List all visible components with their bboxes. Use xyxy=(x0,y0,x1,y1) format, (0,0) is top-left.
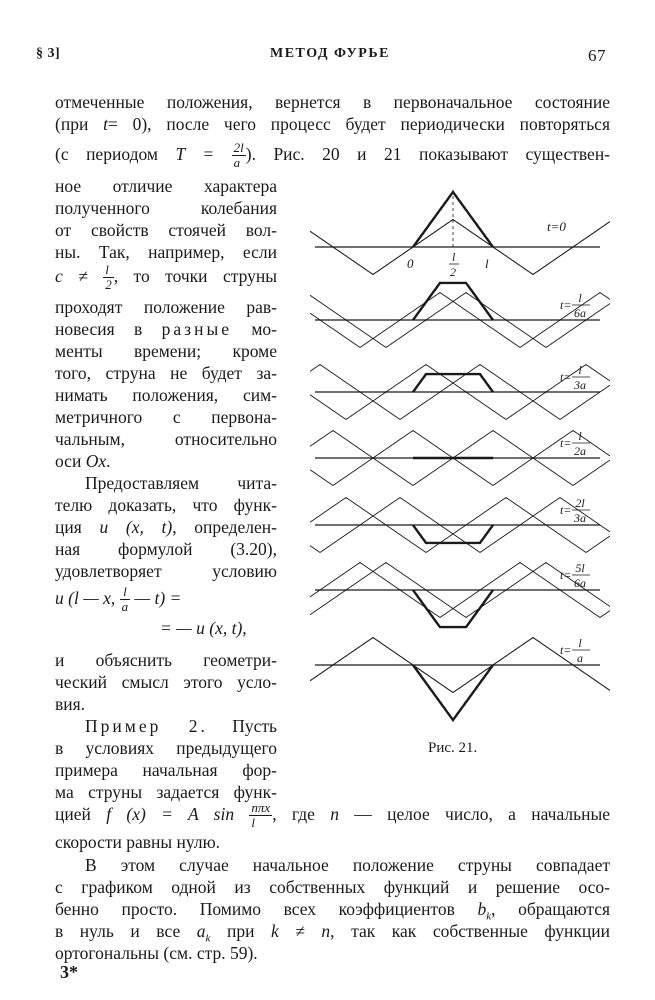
text-line: чальным, относительно xyxy=(55,429,277,449)
text-line: полученного колебания xyxy=(55,198,277,218)
text-line: бенно просто. Помимо всех коэффициентов $b_k$, обращаются xyxy=(55,899,611,923)
text-line: Предоставляем чита- xyxy=(85,473,277,493)
figure-caption: Рис. 21. xyxy=(428,740,478,756)
text-line: новесия в разные мо- xyxy=(55,319,277,339)
time-label-num: l xyxy=(578,363,582,377)
text-line: ма струны задается функ- xyxy=(55,782,277,802)
period-fraction: $\frac{2l}{a}$ xyxy=(233,140,244,171)
time-label-num: l xyxy=(578,636,582,650)
section-number: § 3] xyxy=(36,46,61,61)
time-label-num: l xyxy=(578,291,582,305)
time-label-den: 6a xyxy=(574,576,586,590)
text-line: скорости равны нулю. xyxy=(55,832,221,852)
text-line: ция u (x, t), определен- xyxy=(55,517,277,537)
page-number: 67 xyxy=(588,46,606,65)
running-title: МЕТОД ФУРЬЕ xyxy=(270,46,390,61)
time-label-den: 3a xyxy=(574,378,586,392)
text-line: примера начальная фор- xyxy=(55,760,277,780)
time-label-prefix: t= xyxy=(560,643,572,657)
string-oscillation-figure xyxy=(310,185,610,735)
time-label: t=0 xyxy=(547,219,566,234)
text-line: c ≠ $\frac{l}{2}$ , то точки струны xyxy=(55,262,277,293)
time-label-prefix: t= xyxy=(560,298,572,312)
axis-labels xyxy=(407,250,489,279)
time-label-prefix: t= xyxy=(560,503,572,517)
figure-panel xyxy=(310,283,610,348)
equation-fraction: $\frac{l}{a}$ xyxy=(121,584,129,615)
text-line: Пример 2. Пусть xyxy=(85,716,277,736)
text-line: и объяснить геометри- xyxy=(55,650,277,670)
time-label-prefix: t= xyxy=(560,370,572,384)
time-label-num: 2l xyxy=(575,496,585,510)
axis-label-l: l xyxy=(485,256,489,271)
text-line: удовлетворяет условию xyxy=(55,561,277,581)
text-line: цией f (x) = A sin $\frac{\text{nπx}}{l}$ , где n — целое число, а начальные xyxy=(55,800,611,831)
time-label-den: 3a xyxy=(574,511,586,525)
text-line: (при t= 0), после чего процесс будет периодически повторяться xyxy=(55,114,610,134)
figure-panels xyxy=(310,190,610,720)
time-label-prefix: t= xyxy=(560,436,572,450)
text-line: того, струна не будет за- xyxy=(55,363,277,383)
text-line: менты времени; кроме xyxy=(55,341,277,361)
text-line: от свойств стоячей вол- xyxy=(55,220,277,240)
axis-label-half-den: 2 xyxy=(450,265,456,279)
time-label-den: 6a xyxy=(574,306,586,320)
time-label-prefix: t= xyxy=(560,568,572,582)
text-line: ортогональны (см. стр. 59). xyxy=(55,943,258,963)
inline-fraction: $\frac{l}{2}$ xyxy=(105,262,112,293)
text-line: (с периодом T = $\frac{2l}{a}$ ). Рис. 20 и 21 показывают существен- xyxy=(55,140,611,171)
signature-mark: 3* xyxy=(60,962,78,982)
text-line: вия. xyxy=(55,694,86,714)
text-line: оси Ox. xyxy=(55,451,111,471)
text-line: нимать положения, сим- xyxy=(55,385,277,405)
axis-label-zero: 0 xyxy=(407,256,414,271)
text-line: ны. Так, например, если xyxy=(55,242,277,262)
time-label-num: 5l xyxy=(575,561,585,575)
time-label-num: l xyxy=(578,429,582,443)
equation-line: u (l — x, $\frac{l}{a}$ — t) = xyxy=(55,584,182,615)
time-label-den: 2a xyxy=(574,444,586,458)
text-line: ная формулой (3.20), xyxy=(55,539,277,559)
time-label-den: a xyxy=(577,651,583,665)
axis-label-half-num: l xyxy=(452,250,456,264)
text-line: ческий смысл этого усло- xyxy=(55,672,277,692)
text-line: телю доказать, что функ- xyxy=(55,495,277,515)
text-line: В этом случае начальное положение струны совпадает xyxy=(85,855,610,875)
text-line: ное отличие характера xyxy=(55,176,277,196)
text-line: метричного с первона- xyxy=(55,407,277,427)
equation-line: = — u (x, t), xyxy=(160,618,247,638)
sine-fraction: $\frac{\text{nπx}}{l}$ xyxy=(251,800,271,831)
text-line: в нуль и все $a_k$ при k ≠ n, так как собственные функции xyxy=(55,921,611,945)
text-line: проходят положение рав- xyxy=(55,297,277,317)
text-line: в условиях предыдущего xyxy=(55,738,277,758)
text-line: отмеченные положения, вернется в первоначальное состояние xyxy=(55,92,610,112)
text-line: с графиком одной из собственных функций и решение осо- xyxy=(55,877,610,897)
time-labels xyxy=(547,219,590,665)
